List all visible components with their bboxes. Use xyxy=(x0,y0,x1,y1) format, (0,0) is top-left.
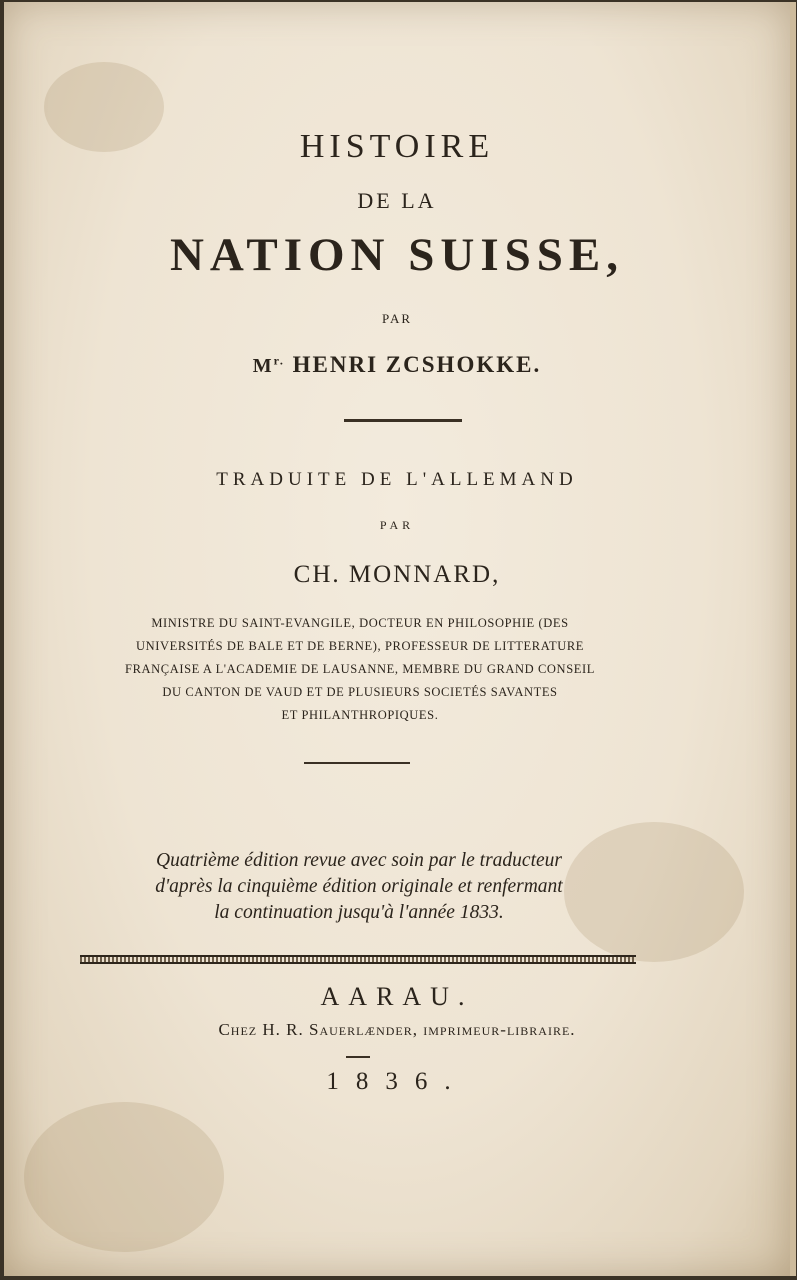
translator-name: CH. MONNARD, xyxy=(293,561,501,588)
edition-note xyxy=(74,848,644,926)
author-line xyxy=(4,352,790,378)
paper-stain xyxy=(24,1102,224,1252)
title-line-1: HISTOIRE xyxy=(299,128,495,165)
by-label-1: PAR xyxy=(381,311,413,326)
credentials-line: UNIVERSITÉS DE BALE ET DE BERNE), PROFESSEUR DE LITTERATURE xyxy=(135,639,584,653)
credentials-line: FRANÇAISE A L'ACADEMIE DE LAUSANNE, MEMBRE DU GRAND CONSEIL xyxy=(125,662,595,676)
title-page xyxy=(4,2,796,1276)
translator-credentials xyxy=(80,612,640,727)
divider-rule xyxy=(346,1056,370,1058)
title-line-2: DE LA xyxy=(357,188,437,213)
edition-line: la continuation jusqu'à l'année 1833. xyxy=(214,902,504,923)
edition-line: d'après la cinquième édition originale et renfermant xyxy=(155,876,563,897)
author-prefix: $M^{r.}$ xyxy=(252,353,285,377)
credentials-line: ET PHILANTHROPIQUES. xyxy=(281,708,439,722)
publisher-line: Chez H. R. Sauerlænder, imprimeur-libraire. xyxy=(218,1020,576,1039)
translated-from: TRADUITE DE L'ALLEMAND xyxy=(216,469,578,490)
double-rule xyxy=(80,955,636,964)
credentials-line: DU CANTON DE VAUD ET DE PLUSIEURS SOCIETÉS SAVANTES xyxy=(162,685,558,699)
author-name: HENRI ZCSHOKKE. xyxy=(292,352,542,377)
divider-rule xyxy=(304,762,410,764)
title-line-3: NATION SUISSE, xyxy=(169,229,625,281)
credentials-line: MINISTRE DU SAINT-EVANGILE, DOCTEUR EN PHILOSOPHIE (DES xyxy=(151,616,569,630)
publication-place: AARAU. xyxy=(320,982,474,1011)
edition-line: Quatrième édition revue avec soin par le traducteur xyxy=(156,850,562,871)
publication-year: 1836. xyxy=(326,1068,468,1095)
by-label-2: PAR xyxy=(379,518,415,532)
divider-rule xyxy=(344,419,462,422)
